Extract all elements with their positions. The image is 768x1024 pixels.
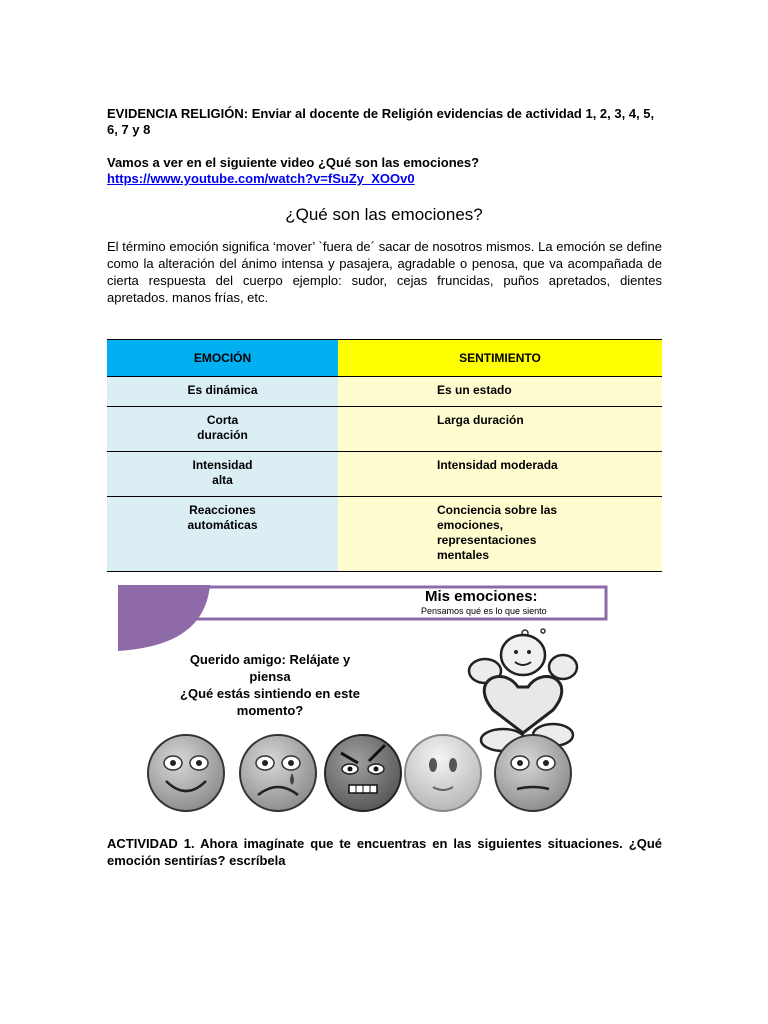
emotion-cell: Intensidad alta <box>107 452 338 497</box>
video-intro <box>107 155 663 187</box>
banner-text <box>421 588 605 617</box>
happy-face-icon <box>148 735 224 811</box>
definition-paragraph: El término emoción significa ‘mover’ `fuera de´ sacar de nosotros mismos. La emoción se define como la alteración del ánimo intensa y pasajera, agradable o penosa, que va acompañada de cierta respuesta del cuerpo ejemplo: sudor, cejas fruncidas, puños apretados, dientes apretados. manos frías, etc. <box>107 239 662 305</box>
activity-1: ACTIVIDAD 1. Ahora imagínate que te encuentras en las siguientes situaciones. ¿Qué emoción sentirías? escríbela <box>107 836 662 868</box>
angry-face-icon <box>325 735 401 811</box>
banner-title: Mis emociones: <box>425 588 538 605</box>
emotion-cell: Es dinámica <box>107 377 338 407</box>
video-intro-text: Vamos a ver en el siguiente video ¿Qué son las emociones? <box>107 155 480 170</box>
table-row <box>107 452 662 497</box>
feeling-cell: Larga duración <box>338 407 662 452</box>
emotions-illustration <box>118 585 608 820</box>
header-feeling: SENTIMIENTO <box>338 340 662 377</box>
table-row <box>107 377 662 407</box>
feeling-cell: Es un estado <box>338 377 662 407</box>
table-row <box>107 407 662 452</box>
emotion-feeling-table <box>107 339 662 572</box>
header-emotion: EMOCIÓN <box>107 340 338 377</box>
worried-face-icon <box>495 735 571 811</box>
feeling-cell: Intensidad moderada <box>338 452 662 497</box>
emotion-cell: Reacciones automáticas <box>107 497 338 572</box>
heart-character-icon <box>469 629 577 751</box>
evidence-heading: EVIDENCIA RELIGIÓN: Enviar al docente de Religión evidencias de actividad 1, 2, 3, 4, 5, 6, 7 y 8 <box>107 106 655 137</box>
video-link[interactable]: https://www.youtube.com/watch?v=fSuZy_XOOv0 <box>107 171 415 186</box>
feeling-cell: Conciencia sobre las emociones, representaciones mentales <box>338 497 662 572</box>
friend-prompt: Querido amigo: Relájate y piensa ¿Qué estás sintiendo en este momento? <box>180 652 360 718</box>
banner-subtitle: Pensamos qué es lo que siento <box>421 606 547 616</box>
emotion-cell: Corta duración <box>107 407 338 452</box>
surprised-face-icon <box>405 735 481 811</box>
section-title: ¿Qué son las emociones? <box>285 205 483 224</box>
sad-crying-face-icon <box>240 735 316 811</box>
table-row <box>107 497 662 572</box>
